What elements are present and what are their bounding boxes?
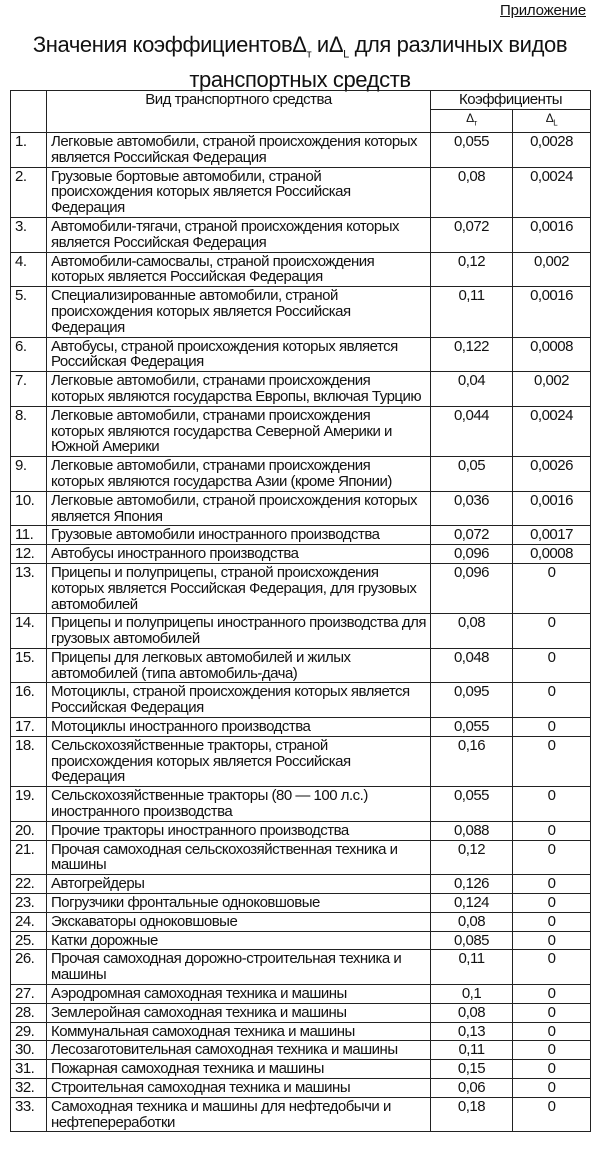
row-number: 18. xyxy=(11,736,47,786)
table-row xyxy=(11,840,591,875)
table-row xyxy=(11,1022,591,1041)
vehicle-type: Легковые автомобили, страной происхождения которых является Япония xyxy=(47,491,431,526)
delta-t-value: 0,122 xyxy=(431,337,513,372)
delta-t-value: 0,06 xyxy=(431,1079,513,1098)
delta-l-value: 0,002 xyxy=(513,372,591,407)
row-number: 29. xyxy=(11,1022,47,1041)
delta-t-value: 0,126 xyxy=(431,875,513,894)
row-number: 24. xyxy=(11,912,47,931)
table-row xyxy=(11,648,591,683)
table-row xyxy=(11,718,591,737)
row-number: 21. xyxy=(11,840,47,875)
row-number: 17. xyxy=(11,718,47,737)
row-number: 31. xyxy=(11,1060,47,1079)
row-number: 30. xyxy=(11,1041,47,1060)
vehicle-type: Прицепы для легковых автомобилей и жилых автомобилей (типа автомобиль-дача) xyxy=(47,648,431,683)
table-row xyxy=(11,614,591,649)
delta-l-value: 0 xyxy=(513,1041,591,1060)
vehicle-type: Специализированные автомобили, страной происхождения которых является Российская Федерация xyxy=(47,287,431,337)
delta-l-value: 0 xyxy=(513,718,591,737)
vehicle-type: Мотоциклы, страной происхождения которых является Российская Федерация xyxy=(47,683,431,718)
table-row xyxy=(11,787,591,822)
row-number: 9. xyxy=(11,457,47,492)
vehicle-type: Сельскохозяйственные тракторы, страной происхождения которых является Российская Федерация xyxy=(47,736,431,786)
row-number: 25. xyxy=(11,931,47,950)
delta-t-value: 0,085 xyxy=(431,931,513,950)
delta-l-value: 0,0028 xyxy=(513,132,591,167)
row-number: 11. xyxy=(11,526,47,545)
table-row xyxy=(11,1041,591,1060)
delta-l-value: 0,002 xyxy=(513,252,591,287)
vehicle-type: Строительная самоходная техника и машины xyxy=(47,1079,431,1098)
page-title: Значения коэффициентовΔ$_т$ $и\Delta_L$ для различных видов транспортных средств xyxy=(32,32,568,93)
delta-l-value: 0,0008 xyxy=(513,545,591,564)
vehicle-type: Прочая самоходная дорожно-строительная техника и машины xyxy=(47,950,431,985)
delta-t-value: 0,08 xyxy=(431,912,513,931)
delta-t-value: 0,095 xyxy=(431,683,513,718)
delta-t-value: 0,11 xyxy=(431,950,513,985)
table-row xyxy=(11,287,591,337)
table-row xyxy=(11,491,591,526)
title-suffix: для различных видов транспортных средств xyxy=(189,32,568,93)
delta-t-value: 0,08 xyxy=(431,614,513,649)
row-number: 22. xyxy=(11,875,47,894)
table-row xyxy=(11,683,591,718)
row-number: 27. xyxy=(11,985,47,1004)
vehicle-type: Прочая самоходная сельскохозяйственная техника и машины xyxy=(47,840,431,875)
vehicle-type: Пожарная самоходная техника и машины xyxy=(47,1060,431,1079)
coefficients-header: Коэффициенты xyxy=(431,91,591,110)
row-number: 12. xyxy=(11,545,47,564)
delta-l-value: 0,0024 xyxy=(513,167,591,217)
delta-t-value: 0,12 xyxy=(431,252,513,287)
vehicle-type: Автомобили-тягачи, страной происхождения которых является Российская Федерация xyxy=(47,217,431,252)
table-row xyxy=(11,894,591,913)
row-number: 28. xyxy=(11,1003,47,1022)
delta-t-value: 0,15 xyxy=(431,1060,513,1079)
vehicle-type: Легковые автомобили, странами происхождения которых являются государства Европы, включая Турцию xyxy=(47,372,431,407)
vehicle-type: Автобусы иностранного производства xyxy=(47,545,431,564)
delta-t-value: 0,072 xyxy=(431,217,513,252)
delta-t-value: 0,11 xyxy=(431,1041,513,1060)
table-row xyxy=(11,563,591,613)
delta-t-value: 0,055 xyxy=(431,718,513,737)
row-number: 5. xyxy=(11,287,47,337)
vehicle-type: Легковые автомобили, страной происхождения которых является Российская Федерация xyxy=(47,132,431,167)
vehicle-type: Легковые автомобили, странами происхождения которых являются государства Азии (кроме Японии) xyxy=(47,457,431,492)
delta-t-value: 0,08 xyxy=(431,167,513,217)
row-number: 4. xyxy=(11,252,47,287)
vehicle-type: Коммунальная самоходная техника и машины xyxy=(47,1022,431,1041)
delta-l-value: 0 xyxy=(513,912,591,931)
vehicle-type: Экскаваторы одноковшовые xyxy=(47,912,431,931)
vehicle-type: Прицепы и полуприцепы иностранного производства для грузовых автомобилей xyxy=(47,614,431,649)
vehicle-type: Сельскохозяйственные тракторы (80 — 100 л.с.) иностранного производства xyxy=(47,787,431,822)
table-row xyxy=(11,875,591,894)
table-row xyxy=(11,1097,591,1132)
delta-t-symbol: $\Delta_т$ xyxy=(292,32,312,61)
row-number: 26. xyxy=(11,950,47,985)
table-row xyxy=(11,372,591,407)
table-row xyxy=(11,252,591,287)
delta-l-value: 0,0008 xyxy=(513,337,591,372)
delta-t-value: 0,048 xyxy=(431,648,513,683)
vehicle-type: Грузовые автомобили иностранного производства xyxy=(47,526,431,545)
delta-t-value: 0,16 xyxy=(431,736,513,786)
vehicle-type: Самоходная техника и машины для нефтедобычи и нефтепереработки xyxy=(47,1097,431,1132)
delta-l-symbol: $\Delta_L$ xyxy=(328,32,349,61)
delta-t-value: 0,055 xyxy=(431,132,513,167)
delta-l-value: 0 xyxy=(513,985,591,1004)
table-row xyxy=(11,132,591,167)
delta-l-value: 0 xyxy=(513,614,591,649)
delta-l-value: 0 xyxy=(513,1003,591,1022)
vehicle-type: Лесозаготовительная самоходная техника и машины xyxy=(47,1041,431,1060)
vehicle-type: Автомобили-самосвалы, страной происхождения которых является Российская Федерация xyxy=(47,252,431,287)
delta-l-value: 0 xyxy=(513,563,591,613)
delta-l-value: 0 xyxy=(513,1097,591,1132)
appendix-label: Приложение xyxy=(500,2,586,19)
vehicle-type: Аэродромная самоходная техника и машины xyxy=(47,985,431,1004)
table-body xyxy=(11,132,591,1131)
delta-l-value: 0,0024 xyxy=(513,406,591,456)
delta-t-value: 0,08 xyxy=(431,1003,513,1022)
delta-l-value: 0,0017 xyxy=(513,526,591,545)
delta-l-header: $\Delta_L$ xyxy=(513,109,591,132)
delta-t-value: 0,096 xyxy=(431,545,513,564)
table-row xyxy=(11,950,591,985)
delta-l-value: 0 xyxy=(513,821,591,840)
delta-l-value: 0 xyxy=(513,875,591,894)
coefficients-table xyxy=(10,90,591,1132)
delta-l-value: 0 xyxy=(513,1060,591,1079)
vehicle-type: Автобусы, страной происхождения которых является Российская Федерация xyxy=(47,337,431,372)
table-row xyxy=(11,526,591,545)
vehicle-type: Прочие тракторы иностранного производства xyxy=(47,821,431,840)
delta-l-value: 0 xyxy=(513,950,591,985)
vehicle-type: Мотоциклы иностранного производства xyxy=(47,718,431,737)
row-number: 19. xyxy=(11,787,47,822)
row-number: 1. xyxy=(11,132,47,167)
delta-t-value: 0,1 xyxy=(431,985,513,1004)
delta-l-value: 0 xyxy=(513,840,591,875)
delta-t-value: 0,088 xyxy=(431,821,513,840)
table-row xyxy=(11,545,591,564)
title-delta-l-sub: L xyxy=(343,48,349,61)
table-row xyxy=(11,167,591,217)
delta-l-value: 0 xyxy=(513,736,591,786)
delta-l-value: 0 xyxy=(513,894,591,913)
delta-t-value: 0,036 xyxy=(431,491,513,526)
delta-t-value: 0,055 xyxy=(431,787,513,822)
delta-t-value: 0,096 xyxy=(431,563,513,613)
number-column-header xyxy=(11,91,47,133)
vehicle-type: Катки дорожные xyxy=(47,931,431,950)
table-row xyxy=(11,1060,591,1079)
row-number: 13. xyxy=(11,563,47,613)
delta-t-value: 0,044 xyxy=(431,406,513,456)
row-number: 6. xyxy=(11,337,47,372)
delta-t-value: 0,11 xyxy=(431,287,513,337)
vehicle-type: Погрузчики фронтальные одноковшовые xyxy=(47,894,431,913)
delta-t-sub: т xyxy=(473,118,477,128)
delta-t-value: 0,05 xyxy=(431,457,513,492)
row-number: 2. xyxy=(11,167,47,217)
table-row xyxy=(11,912,591,931)
delta-l-value: 0,0016 xyxy=(513,491,591,526)
row-number: 33. xyxy=(11,1097,47,1132)
row-number: 15. xyxy=(11,648,47,683)
table-row xyxy=(11,457,591,492)
row-number: 20. xyxy=(11,821,47,840)
delta-t-value: 0,13 xyxy=(431,1022,513,1041)
delta-l-value: 0,0016 xyxy=(513,287,591,337)
delta-l-value: 0 xyxy=(513,648,591,683)
vehicle-type: Автогрейдеры xyxy=(47,875,431,894)
row-number: 23. xyxy=(11,894,47,913)
delta-l-value: 0 xyxy=(513,931,591,950)
table-row xyxy=(11,985,591,1004)
title-prefix: Значения коэффициентов xyxy=(32,32,293,57)
delta-t-value: 0,18 xyxy=(431,1097,513,1132)
delta-t-value: 0,04 xyxy=(431,372,513,407)
table-row xyxy=(11,931,591,950)
table-row xyxy=(11,736,591,786)
delta-t-header: $\Delta_т$ xyxy=(431,109,513,132)
vehicle-type: Легковые автомобили, странами происхождения которых являются государства Северной Америки и Южной Америки xyxy=(47,406,431,456)
table-row xyxy=(11,337,591,372)
table-row xyxy=(11,406,591,456)
delta-l-value: 0 xyxy=(513,1022,591,1041)
row-number: 16. xyxy=(11,683,47,718)
delta-l-value: 0 xyxy=(513,787,591,822)
row-number: 14. xyxy=(11,614,47,649)
delta-t-value: 0,072 xyxy=(431,526,513,545)
table-row xyxy=(11,821,591,840)
delta-l-value: 0 xyxy=(513,1079,591,1098)
row-number: 10. xyxy=(11,491,47,526)
vehicle-type: Грузовые бортовые автомобили, страной происхождения которых является Российская Федерация xyxy=(47,167,431,217)
vehicle-type: Прицепы и полуприцепы, страной происхождения которых является Российская Федерация, для грузовых автомобилей xyxy=(47,563,431,613)
delta-t-value: 0,124 xyxy=(431,894,513,913)
vehicle-type-header: Вид транспортного средства xyxy=(47,91,431,133)
row-number: 32. xyxy=(11,1079,47,1098)
row-number: 8. xyxy=(11,406,47,456)
title-delta-t-sub: т xyxy=(306,48,312,61)
table-row xyxy=(11,217,591,252)
row-number: 3. xyxy=(11,217,47,252)
delta-l-value: 0,0026 xyxy=(513,457,591,492)
vehicle-type: Землеройная самоходная техника и машины xyxy=(47,1003,431,1022)
table-row xyxy=(11,1079,591,1098)
delta-l-value: 0 xyxy=(513,683,591,718)
table-row xyxy=(11,1003,591,1022)
row-number: 7. xyxy=(11,372,47,407)
delta-t-value: 0,12 xyxy=(431,840,513,875)
delta-l-value: 0,0016 xyxy=(513,217,591,252)
delta-l-sub: L xyxy=(553,118,558,128)
